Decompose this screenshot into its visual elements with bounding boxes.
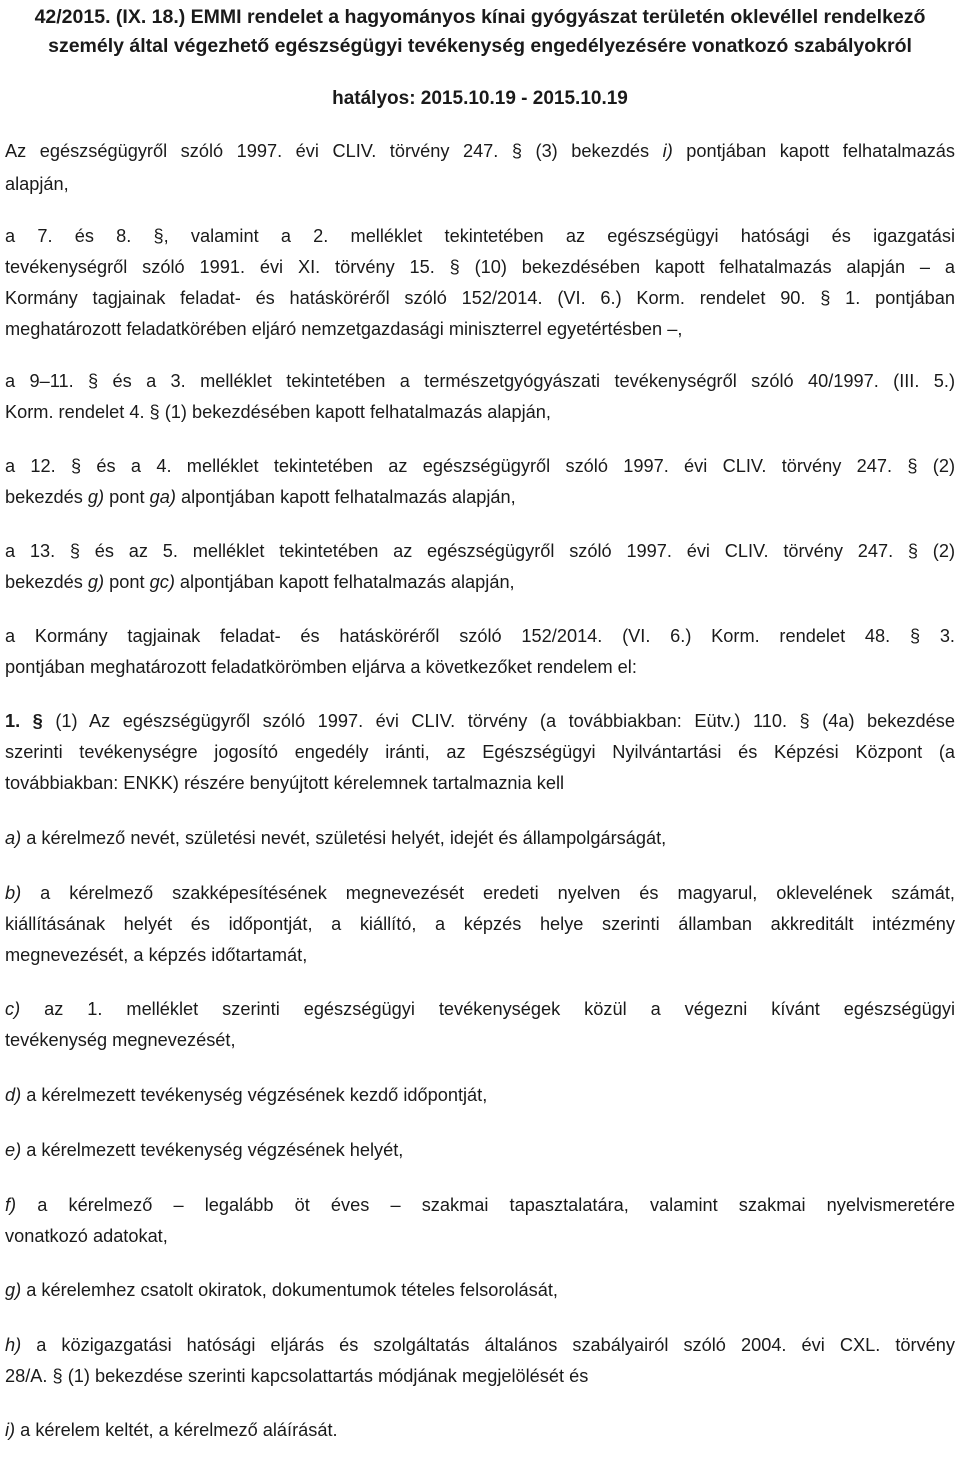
item-label: b) [5,883,22,903]
list-item-line: tevékenység megnevezését, [5,1030,236,1050]
item-label: c) [5,999,21,1019]
item-label: f) [5,1195,17,1215]
item-label: i) [5,1420,16,1440]
preamble-line: Kormány tagjainak feladat- és hatásköréről szóló 152/2014. (VI. 6.) Korm. rendelet 90. § 1. pontjában [5,288,955,308]
preamble-line: a 7. és 8. §, valamint a 2. melléklet tekintetében az egészségügyi hatósági és igazgatási [5,226,955,246]
list-item-line: c) az 1. melléklet szerinti egészségügyi tevékenységek közül a végezni kívánt egészségügyi [5,999,955,1019]
list-item-line: f) a kérelmező – legalább öt éves – szakmai tapasztalatára, valamint szakmai nyelvismeretére [5,1195,955,1215]
section-number: 1. § [5,711,43,731]
validity-period: hatályos: 2015.10.19 - 2015.10.19 [332,88,628,109]
list-item-line: 28/A. § (1) bekezdése szerinti kapcsolattartás módjának megjelölését és [5,1366,589,1386]
preamble-line: a 13. § és az 5. melléklet tekintetében az egészségügyről szóló 1997. évi CLIV. törvény 247. § (2) [5,541,955,561]
list-item-line: d) a kérelmezett tevékenység végzésének kezdő időpontját, [5,1085,488,1105]
preamble-line: a 12. § és a 4. melléklet tekintetében az egészségügyről szóló 1997. évi CLIV. törvény 247. § (2) [5,456,955,476]
preamble-line: alapján, [5,174,69,194]
list-item-line: e) a kérelmezett tevékenység végzésének helyét, [5,1140,404,1160]
preamble-line: bekezdés g) pont gc) alpontjában kapott felhatalmazás alapján, [5,572,515,592]
section-1-line: 1. § (1) Az egészségügyről szóló 1997. évi CLIV. törvény (a továbbiakban: Eütv.) 110. § (4a) bekezdése [5,711,955,731]
preamble-line: Az egészségügyről szóló 1997. évi CLIV. törvény 247. § (3) bekezdés i) pontjában kapott felhatalmazás [5,141,955,161]
list-item-line: i) a kérelem keltét, a kérelmező aláírását. [5,1420,338,1440]
item-label: d) [5,1085,22,1105]
document-title-line-2: személy által végezhető egészségügyi tevékenység engedélyezésére vonatkozó szabályokról [48,35,912,57]
list-item-line: g) a kérelemhez csatolt okiratok, dokumentumok tételes felsorolását, [5,1280,558,1300]
item-label: a) [5,828,22,848]
preamble-line: Korm. rendelet 4. § (1) bekezdésében kapott felhatalmazás alapján, [5,402,551,422]
section-1-line: továbbiakban: ENKK) részére benyújtott kérelemnek tartalmaznia kell [5,773,565,793]
list-item-line: b) a kérelmező szakképesítésének megnevezését eredeti nyelven és magyarul, oklevelének számát, [5,883,955,903]
item-label: h) [5,1335,22,1355]
preamble-line: bekezdés g) pont ga) alpontjában kapott felhatalmazás alapján, [5,487,516,507]
preamble-line: a 9–11. § és a 3. melléklet tekintetében a természetgyógyászati tevékenységről szóló 40/1997. (III. 5.) [5,371,955,391]
item-label: e) [5,1140,22,1160]
section-1-line: szerinti tevékenységre jogosító engedély iránti, az Egészségügyi Nyilvántartási és Képzési Központ (a [5,742,955,762]
list-item-line: a) a kérelmező nevét, születési nevét, születési helyét, idejét és állampolgárságát, [5,828,667,848]
preamble-line: pontjában meghatározott feladatkörömben eljárva a következőket rendelem el: [5,657,637,677]
list-item-line: megnevezését, a képzés időtartamát, [5,945,308,965]
list-item-line: kiállításának helyét és időpontját, a kiállító, a képzés helye szerinti államban akkreditált intézmény [5,914,955,934]
item-label: g) [5,1280,22,1300]
preamble-line: a Kormány tagjainak feladat- és hatásköréről szóló 152/2014. (VI. 6.) Korm. rendelet 48. § 3. [5,626,955,646]
list-item-line: vonatkozó adatokat, [5,1226,168,1246]
document-title-line-1: 42/2015. (IX. 18.) EMMI rendelet a hagyományos kínai gyógyászat területén oklevéllel rendelkező [34,6,926,28]
list-item-line: h) a közigazgatási hatósági eljárás és szolgáltatás általános szabályairól szóló 2004. évi CXL. törvény [5,1335,955,1355]
preamble-line: tevékenységről szóló 1991. évi XI. törvény 15. § (10) bekezdésében kapott felhatalmazás alapján – a [5,257,955,277]
preamble-line: meghatározott feladatkörében eljáró nemzetgazdasági miniszterrel egyetértésben –, [5,319,683,339]
